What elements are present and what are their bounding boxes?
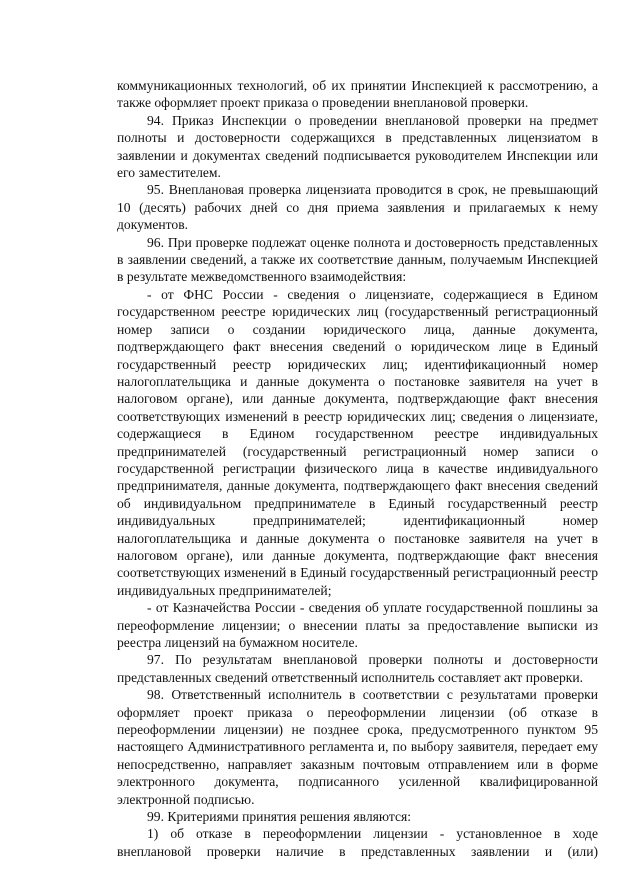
paragraph-98: 98. Ответственный исполнитель в соответствии с результатами проверки оформляет проект приказа о переоформлении лицензии (об отказе в переоформлении лицензии) не позднее срока, предусмотренного пунктом 95 настоящего Административного регламента и, по выбору заявителя, передает ему непосредственно, направляет заказным почтовым отправлением или в форме электронного документа, подписанного усиленной квалифицированной электронной подписью. (117, 687, 598, 807)
paragraph-99: 99. Критериями принятия решения являются: (147, 809, 412, 825)
paragraph-94: 94. Приказ Инспекции о проведении внеплановой проверки на предмет полноты и достоверности содержащихся в представленных лицензиатом в заявлении и документах сведений подписывается руководителем Инспекции или его заместителем. (117, 112, 598, 181)
document-page (117, 77, 598, 860)
paragraph-treasury-item: - от Казначейства России - сведения об уплате государственной пошлины за переоформление лицензии; о внесении платы за предоставление выписки из реестра лицензий на бумажном носителе. (117, 600, 598, 650)
paragraph-fns-item: - от ФНС России - сведения о лицензиате, содержащиеся в Едином государственном реестре юридических лиц (государственный регистрационный номер записи о создании юридического лица, данные документа, подтверждающего факт внесения сведений о юридическом лице в Единый государственный реестр юридических лиц; идентификационный номер налогоплательщика и данные документа о постановке заявителя на учет в налоговом органе), или данные документа, подтверждающие факт внесения соответствующих изменений в реестр юридических лиц; сведения о лицензиате, содержащиеся в Едином государственном реестре индивидуальных предпринимателей (государственный регистрационный номер записи о государственной регистрации физического лица в качестве индивидуального предпринимателя, данные документа, подтверждающего факт внесения сведений об индивидуальном предпринимателе в Единый государственный реестр индивидуальных предпринимателей; идентификационный номер налогоплательщика и данные документа о постановке заявителя на учет в налоговом органе), или данные документа, подтверждающие факт внесения соответствующих изменений в Единый государственный регистрационный реестр индивидуальных предпринимателей; (117, 286, 598, 598)
paragraph-continuation: коммуникационных технологий, об их принятии Инспекцией к рассмотрению, а также оформляет проект приказа о проведении внеплановой проверки. (117, 78, 598, 111)
paragraph-95: 95. Внеплановая проверка лицензиата проводится в срок, не превышающий 10 (десять) рабочих дней со дня приема заявления и прилагаемых к нему документов. (117, 182, 598, 233)
paragraph-97: 97. По результатам внеплановой проверки полноты и достоверности представленных сведений ответственный исполнитель составляет акт проверки. (117, 652, 598, 685)
paragraph-96: 96. При проверке подлежат оценке полнота и достоверность представленных в заявлении сведений, а также их соответствие данным, получаемым Инспекцией в результате межведомственного взаимодействия: (117, 234, 598, 285)
paragraph-criterion-1: 1) об отказе в переоформлении лицензии - установленное в ходе внеплановой проверки наличие в представленных заявлении и (или) (117, 826, 598, 859)
